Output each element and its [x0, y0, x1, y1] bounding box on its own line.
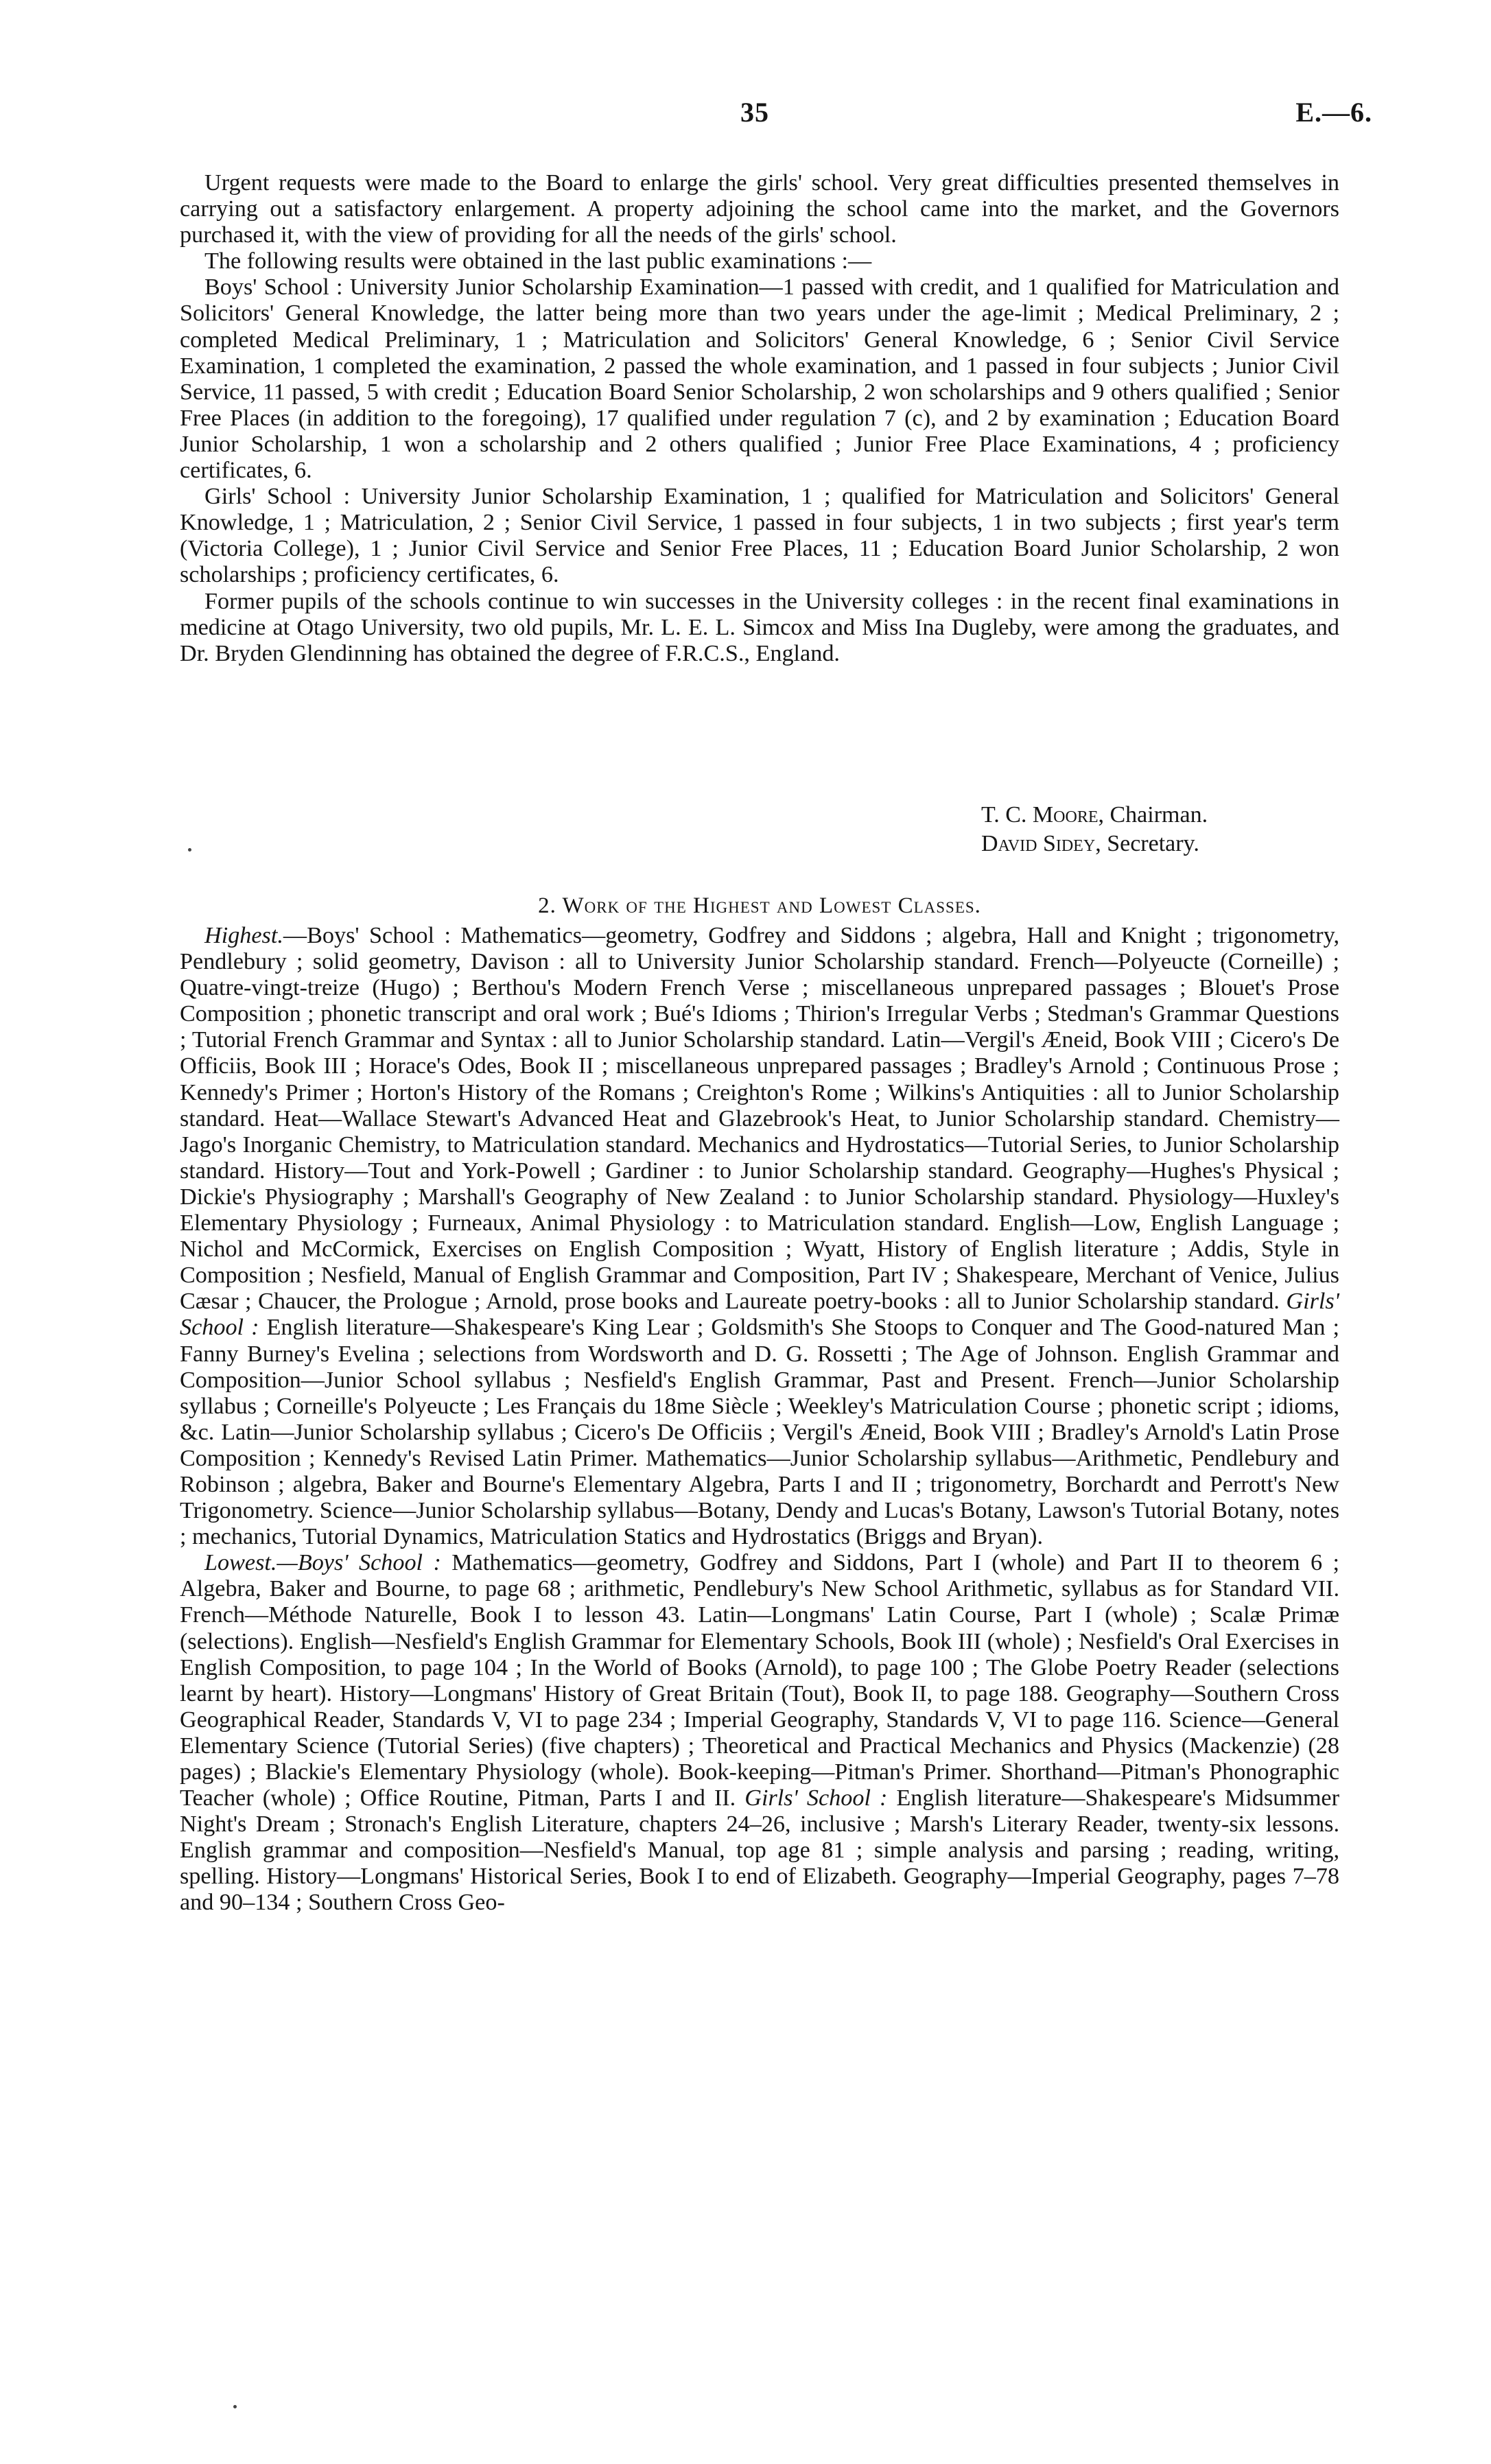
highest-boys-text: —Boys' School : Mathematics—geometry, Godfrey and Siddons ; algebra, Hall and Knight ; trigonometry, Pendlebury ; solid geometry, Davison : all to University Junior Scholarship standard. French—Polyeucte (Corneille) ; Quatre-vingt-treize (Hugo) ; Berthou's Modern French Verse ; miscellaneous unprepared passages ; Blouet's Prose Composition ; phonetic transcript and oral work ; Bué's Idioms ; Thirion's Irregular Verbs ; Stedman's Grammar Questions ; Tutorial French Grammar and Syntax : all to Junior Scholarship standard. Latin—Vergil's Æneid, Book VIII ; Cicero's De Officiis, Book III ; Horace's Odes, Book II ; miscellaneous unprepared passages ; Bradley's Arnold ; Continuous Prose ; Kennedy's Primer ; Horton's History of the Romans ; Creighton's Rome ; Wilkins's Antiquities : all to Junior Scholarship standard. Heat—Wallace Stewart's Advanced Heat and Glazebrook's Heat, to Junior Scholarship standard. Chemistry—Jago's Inorganic Chemistry, to Matriculation standard. Mechanics and Hydrostatics—Tutorial Series, to Junior Scholarship standard. History—Tout and York-Powell ; Gardiner : to Junior Scholarship standard. Geography—Hughes's Physical ; Dickie's Physiography ; Marshall's Geography of New Zealand : to Junior Scholarship standard. Physiology—Huxley's Elementary Physiology ; Furneaux, Animal Physiology : to Matriculation standard. English—Low, English Language ; Nichol and McCormick, Exercises on English Composition ; Wyatt, History of English literature ; Addis, Style in Composition ; Nesfield, Manual of English Grammar and Composition, Part IV ; Shakespeare, Merchant of Venice, Julius Cæsar ; Chaucer, the Prologue ; Arnold, prose books and Laureate poetry-books : all to Junior Scholarship standard.	[180, 923, 1339, 1315]
page-number: 35	[740, 97, 769, 128]
highest-girls-text: English literature—Shakespeare's King Lear ; Goldsmith's She Stoops to Conquer and The Good-natured Man ; Fanny Burney's Evelina ; selections from Wordsworth and D. G. Rossetti ; The Age of Johnson. English Grammar and Composition—Junior School syllabus ; Nesfield's English Grammar, Past and Present. French—Junior Scholarship syllabus ; Corneille's Polyeucte ; Les Français du 18me Siècle ; Weekley's Matriculation Course ; phonetic script ; idioms, &c. Latin—Junior Scholarship syllabus ; Cicero's De Officiis ; Vergil's Æneid, Book VIII ; Bradley's Arnold's Latin Prose Composition ; Kennedy's Revised Latin Primer. Mathematics—Junior Scholarship syllabus—Arithmetic, Pendlebury and Robinson ; algebra, Baker and Bourne's Elementary Algebra, Parts I and II ; trigonometry, Borchardt and Perrott's New Trigonometry. Science—Junior Scholarship syllabus—Botany, Dendy and Lucas's Botany, Lawson's Tutorial Botany, notes ; mechanics, Tutorial Dynamics, Matriculation Statics and Hydrostatics (Briggs and Bryan).	[180, 1315, 1339, 1550]
lowest-girls-label: Girls' School :	[744, 1785, 888, 1811]
paragraph-girls-results: Girls' School : University Junior Scholarship Examination, 1 ; qualified for Matriculation and Solicitors' General Knowledge, 1 ; Matriculation, 2 ; Senior Civil Service, 1 passed in four subjects, 1 in two subjects ; first year's term (Victoria College), 1 ; Junior Civil Service and Senior Free Places, 11 ; Education Board Junior Scholarship, 2 won scholarships ; proficiency certificates, 6.	[180, 484, 1339, 588]
paragraph-boys-results: Boys' School : University Junior Scholarship Examination—1 passed with credit, and 1 qualified for Matriculation and Solicitors' General Knowledge, the latter being more than two years under the age-limit ; Medical Preliminary, 2 ; completed Medical Preliminary, 1 ; Matriculation and Solicitors' General Knowledge, 6 ; Senior Civil Service Examination, 1 completed the examination, 2 passed the whole examination, and 1 passed in four subjects ; Junior Civil Service, 11 passed, 5 with credit ; Education Board Senior Scholarship, 2 won scholarships and 9 others qualified ; Senior Free Places (in addition to the foregoing), 17 qualified under regulation 7 (c), and 2 by examination ; Education Board Junior Scholarship, 1 won a scholarship and 2 others qualified ; Junior Free Place Examinations, 4 ; proficiency certificates, 6.	[180, 274, 1339, 484]
chairman-title: , Chairman.	[1098, 802, 1208, 828]
lowest-girls-text: English literature—Shakespeare's Midsummer Night's Dream ; Stronach's English Literature, chapters 24–26, inclusive ; Marsh's Literary Reader, twenty-six lessons. English grammar and composition—Nesfield's Manual, top age 81 ; simple analysis and parsing ; reading, writing, spelling. History—Longmans' Historical Series, Book I to end of Elizabeth. Geography—Imperial Geography, pages 7–78 and 90–134 ; Southern Cross Geo-	[180, 1785, 1339, 1916]
signature-chairman	[981, 801, 1365, 829]
paragraph-former-pupils: Former pupils of the schools continue to win successes in the University colleges : in the recent final examinations in medicine at Otago University, two old pupils, Mr. L. E. L. Simcox and Miss Ina Dugleby, were among the graduates, and Dr. Bryden Glendinning has obtained the degree of F.R.C.S., England.	[180, 588, 1339, 666]
secretary-name: David Sidey	[981, 831, 1096, 856]
ink-dot	[233, 2405, 237, 2408]
section-heading: 2. Work of the Highest and Lowest Classes.	[538, 893, 981, 918]
paragraph-enlargement: Urgent requests were made to the Board to enlarge the girls' school. Very great difficulties presented themselves in carrying out a satisfactory enlargement. A property adjoining the school came into the market, and the Governors purchased it, with the view of providing for all the needs of the girls' school.	[180, 170, 1339, 248]
highest-label: Highest.	[204, 923, 283, 948]
signature-secretary	[981, 830, 1365, 858]
lowest-boys-text: Mathematics—geometry, Godfrey and Siddons, Part I (whole) and Part II to theorem 6 ; Algebra, Baker and Bourne, to page 68 ; arithmetic, Pendlebury's New School Arithmetic, syllabus as for Standard VII. French—Méthode Naturelle, Book I to lesson 43. Latin—Longmans' Latin Course, Part I (whole) ; Scalæ Primæ (selections). English—Nesfield's English Grammar for Elementary Schools, Book III (whole) ; Nesfield's Oral Exercises in English Composition, to page 104 ; In the World of Books (Arnold), to page 100 ; The Globe Poetry Reader (selections learnt by heart). History—Longmans' History of Great Britain (Tout), Book II, to page 188. Geography—Southern Cross Geographical Reader, Standards V, VI to page 234 ; Imperial Geography, Standards V, VI to page 116. Science—General Elementary Science (Tutorial Series) (five chapters) ; Theoretical and Practical Mechanics and Physics (Mackenzie) (28 pages) ; Blackie's Elementary Physiology (whole). Book-keeping—Pitman's Primer. Shorthand—Pitman's Phonographic Teacher (whole) ; Office Routine, Pitman, Parts I and II.	[180, 1550, 1339, 1811]
ink-dot	[188, 848, 191, 852]
lowest-label: Lowest.—Boys' School :	[204, 1550, 441, 1576]
chairman-name: T. C. Moore	[981, 802, 1099, 828]
report-body	[180, 170, 1339, 667]
paragraph-highest	[180, 923, 1339, 1550]
classes-body	[180, 923, 1339, 1916]
highest-girls-label: Girls' School :	[180, 1289, 1339, 1341]
document-reference: E.—6.	[1295, 97, 1372, 128]
paragraph-results-intro: The following results were obtained in the last public examinations :—	[204, 248, 872, 274]
paragraph-lowest	[180, 1550, 1339, 1916]
secretary-title: , Secretary.	[1095, 831, 1199, 856]
